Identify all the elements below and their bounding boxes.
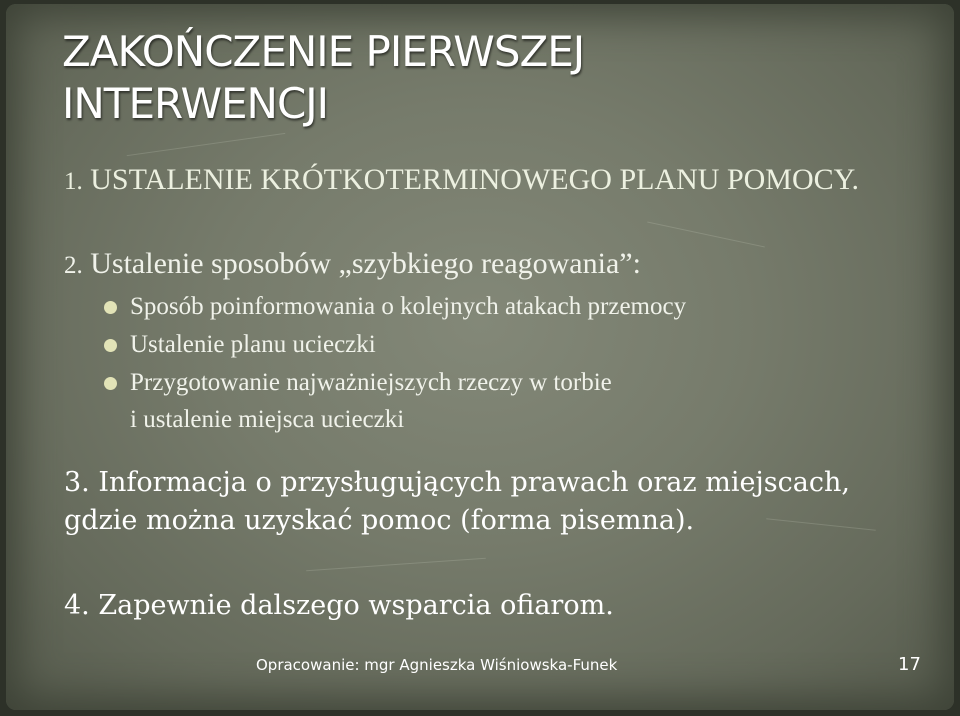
item-text: Informacja o przysługujących prawach oraz miejscach, gdzie można uzyskać pomoc (forma pisemna).: [64, 467, 850, 536]
item-number: 2.: [64, 252, 83, 279]
footer-author: Opracowanie: mgr Agnieszka Wiśniowska-Funek: [256, 656, 618, 674]
bullet-item: [104, 364, 924, 438]
bullet-item: [104, 326, 924, 364]
bullet-text: Przygotowanie najważniejszych rzeczy w torbie: [130, 369, 612, 396]
list-item-4: [64, 588, 924, 624]
sub-bullet-list: [104, 288, 924, 438]
bullet-dot-icon: [104, 339, 117, 352]
list-item-1: [64, 162, 924, 200]
slide-title: ZAKOŃCZENIE PIERWSZEJ INTERWENCJI: [62, 27, 585, 128]
scratch-mark: [127, 133, 286, 156]
item-number: 3.: [64, 467, 90, 498]
list-item-3: [64, 464, 924, 540]
item-text: Ustalenie sposobów „szybkiego reagowania”:: [90, 247, 641, 280]
bullet-text: Ustalenie planu ucieczki: [130, 331, 376, 358]
bullet-item: [104, 288, 924, 326]
item-number: 1.: [64, 168, 83, 195]
list-item-2: [64, 246, 924, 284]
bullet-text-continuation: i ustalenie miejsca ucieczki: [130, 406, 405, 433]
item-text: USTALENIE KRÓTKOTERMINOWEGO PLANU POMOCY.: [90, 163, 859, 196]
bullet-dot-icon: [104, 377, 117, 390]
item-text: Zapewnie dalszego wsparcia ofiarom.: [98, 590, 614, 621]
item-number: 4.: [64, 590, 90, 621]
scratch-mark: [647, 222, 765, 248]
scratch-mark: [306, 558, 486, 572]
bullet-dot-icon: [104, 301, 117, 314]
bullet-text: Sposób poinformowania o kolejnych atakach przemocy: [130, 293, 687, 320]
page-number: 17: [898, 654, 921, 675]
